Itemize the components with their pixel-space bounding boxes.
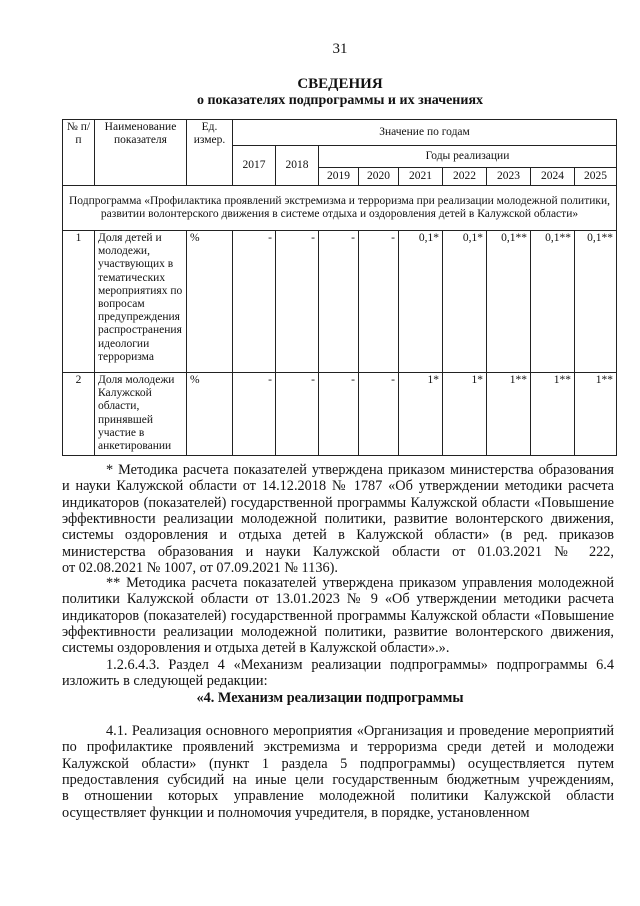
- row-value: 0,1**: [487, 231, 531, 373]
- paragraph-line: ** Методика расчета показателей утверждена приказом управления молодежной: [106, 575, 614, 591]
- row-value: -: [319, 231, 359, 373]
- header-year-2019: 2019: [319, 168, 359, 186]
- header-year-2023: 2023: [487, 168, 531, 186]
- paragraph-line: Калужской области» (пункт 1 раздела 5 подпрограммы) осуществляется путем: [62, 755, 614, 772]
- row-unit: %: [187, 373, 233, 456]
- paragraph-line: системы оздоровления и отдыха детей в Калужской области» (в ред. приказов: [62, 527, 614, 544]
- row-value: -: [276, 373, 319, 456]
- paragraph-line: системы оздоровления и отдыха детей в Калужской области».».: [62, 640, 450, 657]
- indicators-table: [62, 119, 617, 456]
- row-unit: %: [187, 231, 233, 373]
- header-implementation-years: Годы реализации: [319, 146, 617, 168]
- subprogram-title: Подпрограмма «Профилактика проявлений экстремизма и терроризма при реализации молодежной политики, развитии волонтерского движения в системе отдыха и оздоровления детей в Калужской области»: [63, 186, 617, 231]
- row-value: 1**: [531, 373, 575, 456]
- table-row: [63, 231, 617, 373]
- document-title: СВЕДЕНИЯ: [297, 76, 383, 92]
- header-values-by-year: Значение по годам: [233, 120, 617, 146]
- paragraph-line: эффективности реализации молодежной политики, развитие волонтерского движения,: [62, 510, 614, 527]
- paragraph-line: по профилактике проявлений экстремизма и терроризма среди детей и молодежи: [62, 739, 614, 756]
- paragraph-line: изложить в следующей редакции:: [62, 673, 268, 690]
- header-year-2022: 2022: [443, 168, 487, 186]
- row-value: 1*: [399, 373, 443, 456]
- row-value: 0,1**: [575, 231, 617, 373]
- table-row: [63, 373, 617, 456]
- paragraph-line: от 02.08.2021 № 1007, от 07.09.2021 № 1136).: [62, 559, 338, 576]
- header-year-2017: 2017: [233, 146, 276, 186]
- header-year-2024: 2024: [531, 168, 575, 186]
- paragraph-line: предоставления субсидий на иные цели государственным бюджетным учреждениям,: [62, 771, 614, 788]
- row-num: 2: [63, 373, 95, 456]
- header-year-2018: 2018: [276, 146, 319, 186]
- row-value: -: [359, 231, 399, 373]
- paragraph-line: политики Калужской области от 13.01.2023 № 9 «Об утверждении методики расчета: [62, 591, 614, 608]
- paragraph-line: осуществляет функции и полномочия учредителя, в порядке, установленном: [62, 804, 530, 821]
- paragraph-line: 1.2.6.4.3. Раздел 4 «Механизм реализации подпрограммы» подпрограммы 6.4: [106, 657, 614, 673]
- header-name: Наименование показателя: [95, 120, 187, 186]
- row-value: 1**: [487, 373, 531, 456]
- section-heading: «4. Механизм реализации подпрограммы: [196, 690, 464, 706]
- page-number: 31: [332, 41, 348, 57]
- row-value: 1**: [575, 373, 617, 456]
- row-value: -: [319, 373, 359, 456]
- header-num: № п/п: [63, 120, 95, 186]
- row-num: 1: [63, 231, 95, 373]
- row-value: -: [233, 373, 276, 456]
- row-value: 1*: [443, 373, 487, 456]
- row-value: 0,1*: [399, 231, 443, 373]
- row-value: -: [276, 231, 319, 373]
- paragraph-line: эффективности реализации молодежной политики, развитие волонтерского движения,: [62, 623, 614, 640]
- paragraph-line: индикаторов (показателей) государственной программы Калужской области «Повышение: [62, 494, 614, 511]
- header-unit: Ед. измер.: [187, 120, 233, 186]
- row-value: -: [359, 373, 399, 456]
- header-year-2025: 2025: [575, 168, 617, 186]
- row-indicator-name: Доля молодежи Калужской области, принявшей участие в анкетировании: [95, 373, 187, 456]
- document-subtitle: о показателях подпрограммы и их значениях: [196, 93, 484, 108]
- row-value: -: [233, 231, 276, 373]
- paragraph-line: * Методика расчета показателей утверждена приказом министерства образования: [106, 462, 614, 478]
- paragraph-line: министерства образования и науки Калужской области от 01.03.2021 № 222,: [62, 543, 614, 560]
- header-year-2020: 2020: [359, 168, 399, 186]
- paragraph-line: в отношении которых управление молодежной политики Калужской области: [62, 788, 614, 805]
- row-value: 0,1*: [443, 231, 487, 373]
- paragraph-line: и науки Калужской области от 14.12.2018 № 1787 «Об утверждении методики расчета: [62, 478, 614, 495]
- row-value: 0,1**: [531, 231, 575, 373]
- row-indicator-name: Доля детей и молодежи, участвующих в тематических мероприятиях по вопросам предупреждения распространения идеологии терроризма: [95, 231, 187, 373]
- paragraph-line: 4.1. Реализация основного мероприятия «Организация и проведение мероприятий: [106, 723, 614, 739]
- header-year-2021: 2021: [399, 168, 443, 186]
- paragraph-line: индикаторов (показателей) государственной программы Калужской области «Повышение: [62, 607, 614, 624]
